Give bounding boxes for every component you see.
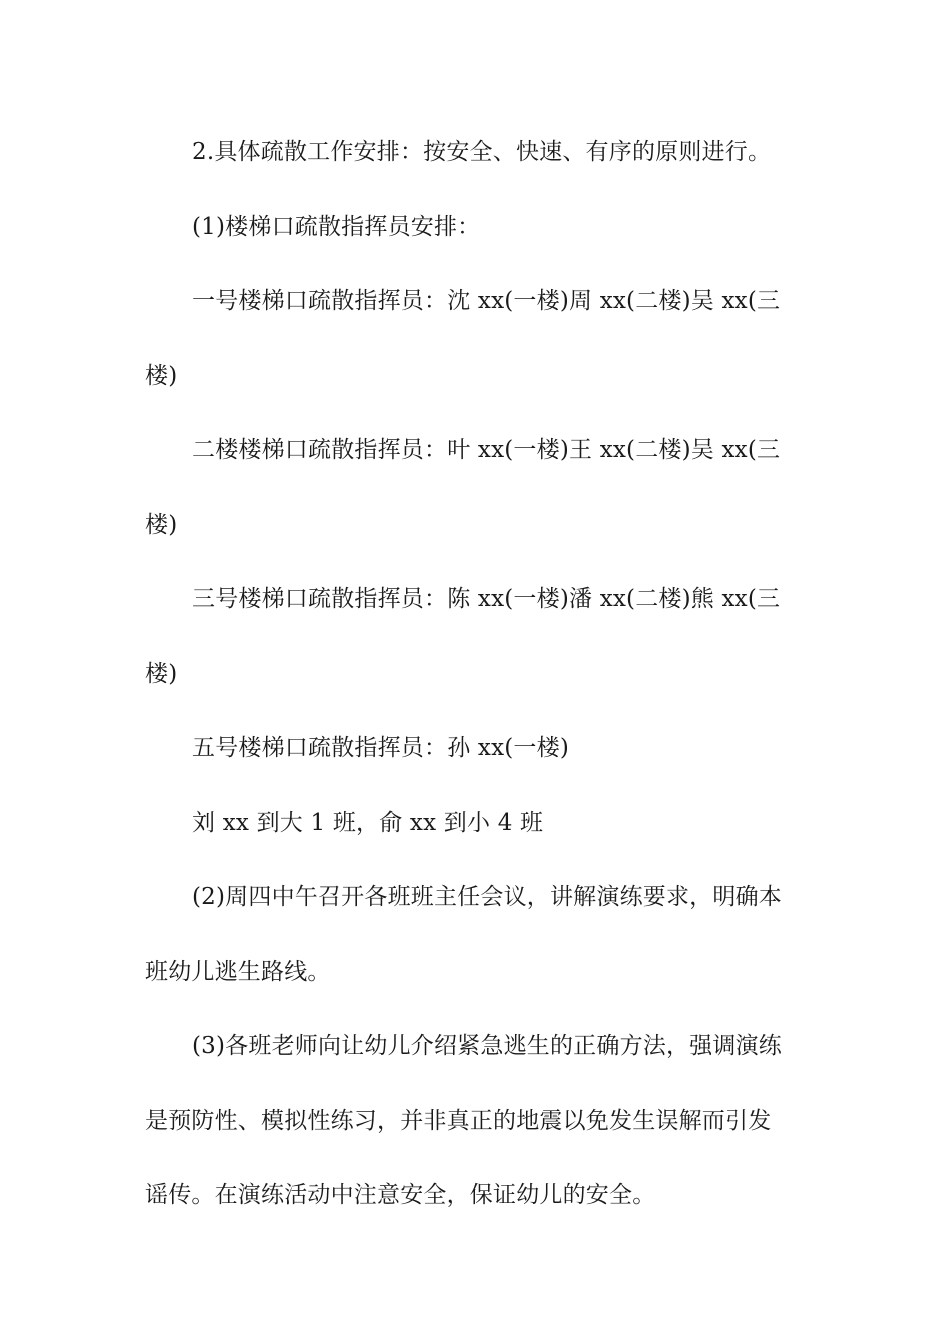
text-line: 五号楼梯口疏散指挥员：孙 xx(一楼) [192,735,569,761]
paragraph-evacuation-arrangement [145,115,810,190]
text-line: 三号楼梯口疏散指挥员：陈 xx(一楼)潘 xx(二楼)熊 xx(三 [192,586,781,612]
paragraph-meeting [145,860,810,1009]
text-line: 谣传。在演练活动中注意安全，保证幼儿的安全。 [145,1182,656,1208]
text-line: 楼) [145,362,178,389]
text-line: (1)楼梯口疏散指挥员安排： [192,213,481,240]
text-line: (2)周四中午召开各班班主任会议，讲解演练要求，明确本 [192,884,782,910]
paragraph-stair-commanders-heading [145,190,810,265]
text-line: 二楼楼梯口疏散指挥员：叶 xx(一楼)王 xx(二楼)吴 xx(三 [192,437,781,463]
text-line: 一号楼梯口疏散指挥员：沈 xx(一楼)周 xx(二楼)吴 xx(三 [192,288,781,314]
text-line: 楼) [145,660,178,687]
paragraph-stair-5 [145,711,810,786]
paragraph-stair-2 [145,413,810,562]
paragraph-class-assignment [145,786,810,861]
text-line: 刘 xx 到大 1 班，俞 xx 到小 4 班 [192,809,544,836]
text-line: (3)各班老师向让幼儿介绍紧急逃生的正确方法，强调演练 [192,1033,782,1059]
text-line: 2.具体疏散工作安排：按安全、快速、有序的原则进行。 [192,139,772,165]
paragraph-teacher-instructions [145,1009,810,1233]
text-line: 楼) [145,511,178,538]
text-line: 是预防性、模拟性练习，并非真正的地震以免发生误解而引发 [145,1107,772,1134]
document-body [145,115,810,1233]
paragraph-stair-3 [145,562,810,711]
paragraph-stair-1 [145,264,810,413]
text-line: 班幼儿逃生路线。 [145,958,331,985]
